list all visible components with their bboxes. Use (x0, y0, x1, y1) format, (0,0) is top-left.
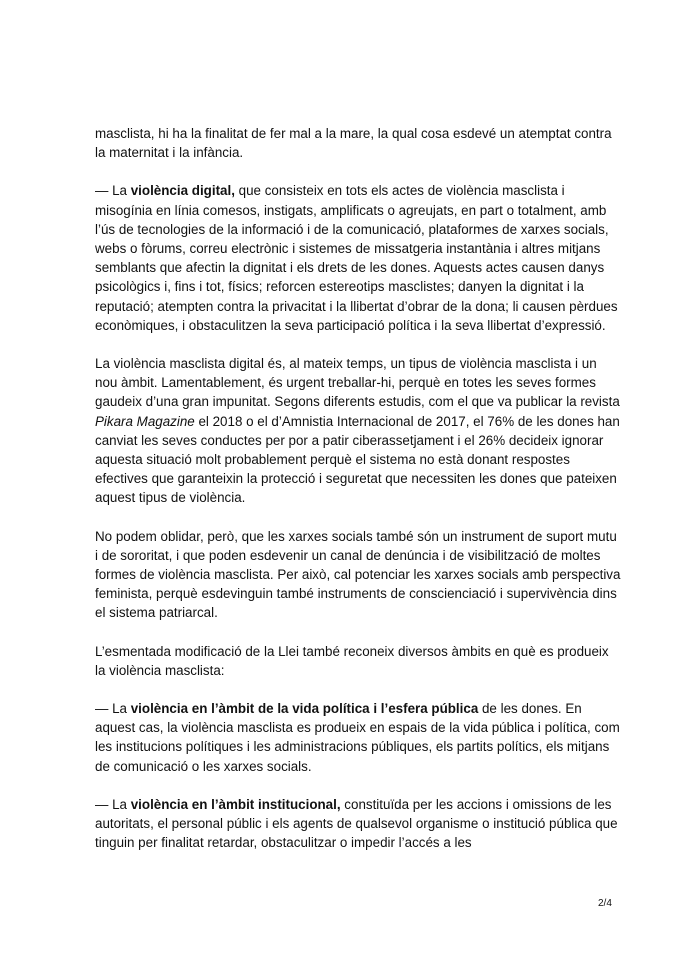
paragraph-3 (95, 354, 622, 508)
term-digital-violence: violència digital, (130, 183, 235, 199)
dash-lead: — La (95, 183, 131, 199)
paragraph-5 (95, 642, 622, 680)
paragraph-2-text: que consisteix en tots els actes de violència masclista i misogínia en línia comesos, instigats, amplificats o agreujats, en part o totalment, amb l’ús de tecnologies de la informació i de la comunicació, plataformes de xarxes socials, webs o fòrums, correu electrònic i sistemes de missatgeria instantània i altres mitjans semblants que afectin la dignitat i els drets de les dones. Aquests actes causen danys psicològics i, fins i tot, físics; reforcen estereotips masclistes; danyen la dignitat i la reputació; atempten contra la privacitat i la llibertat d’obrar de la dona; li causen pèrdues econòmiques, i obstaculitzen la seva participació política i la seva llibertat d’expressió. (95, 183, 618, 333)
paragraph-1 (95, 124, 622, 162)
page-number: 2/4 (598, 898, 612, 909)
dash-lead: — La (95, 701, 131, 717)
term-political-violence: violència en l’àmbit de la vida política i l’esfera pública (130, 701, 479, 717)
paragraph-institutional-violence (95, 795, 622, 853)
paragraph-political-violence (95, 699, 622, 776)
term-institutional-violence: violència en l’àmbit institucional, (130, 796, 341, 812)
paragraph-6-text: de les dones. En aquest cas, la violència masclista es produeix en espais de la vida pública i política, com les institucions polítiques i les administracions públiques, els partits polítics, els mitjans de comunicació o les xarxes socials. (95, 701, 620, 774)
paragraph-1-text: masclista, hi ha la finalitat de fer mal a la mare, la qual cosa esdevé un atemptat contra la maternitat i la infància. (95, 126, 612, 161)
paragraph-7-text: constituïda per les accions i omissions de les autoritats, el personal públic i els agents de qualsevol organisme o institució pública que tinguin per finalitat retardar, obstaculitzar o impedir l’accés a les (95, 796, 618, 851)
paragraph-3-after: el 2018 o el d’Amnistia Internacional de 2017, el 76% de les dones han canviat les seves conductes per por a patir ciberassetjament i el 26% decideix ignorar aquesta situació molt probablement perquè el sistema no està donant respostes efectives que garanteixin la protecció i seguretat que necessiten les dones que pateixen aquest tipus de violència. (95, 413, 620, 506)
paragraph-5-text: L’esmentada modificació de la Llei també reconeix diversos àmbits en què es produeix la violència masclista: (95, 643, 609, 678)
paragraph-3-before: La violència masclista digital és, al mateix temps, un tipus de violència masclista i un nou àmbit. Lamentablement, és urgent treballar-hi, perquè en totes les seves formes gaudeix d’una gran impunitat. Segons diferents estudis, com el que va publicar la revista (95, 356, 620, 410)
paragraph-digital-violence (95, 181, 622, 335)
page-body (95, 124, 622, 872)
paragraph-4 (95, 527, 622, 623)
magazine-title: Pikara Magazine (95, 413, 195, 429)
paragraph-4-text: No podem oblidar, però, que les xarxes socials també són un instrument de suport mutu i de sororitat, i que poden esdevenir un canal de denúncia i de visibilització de moltes formes de violència masclista. Per això, cal potenciar les xarxes socials amb perspectiva feminista, perquè esdevinguin també instruments de conscienciació i supervivència dins el sistema patriarcal. (95, 528, 621, 621)
dash-lead: — La (95, 796, 131, 812)
